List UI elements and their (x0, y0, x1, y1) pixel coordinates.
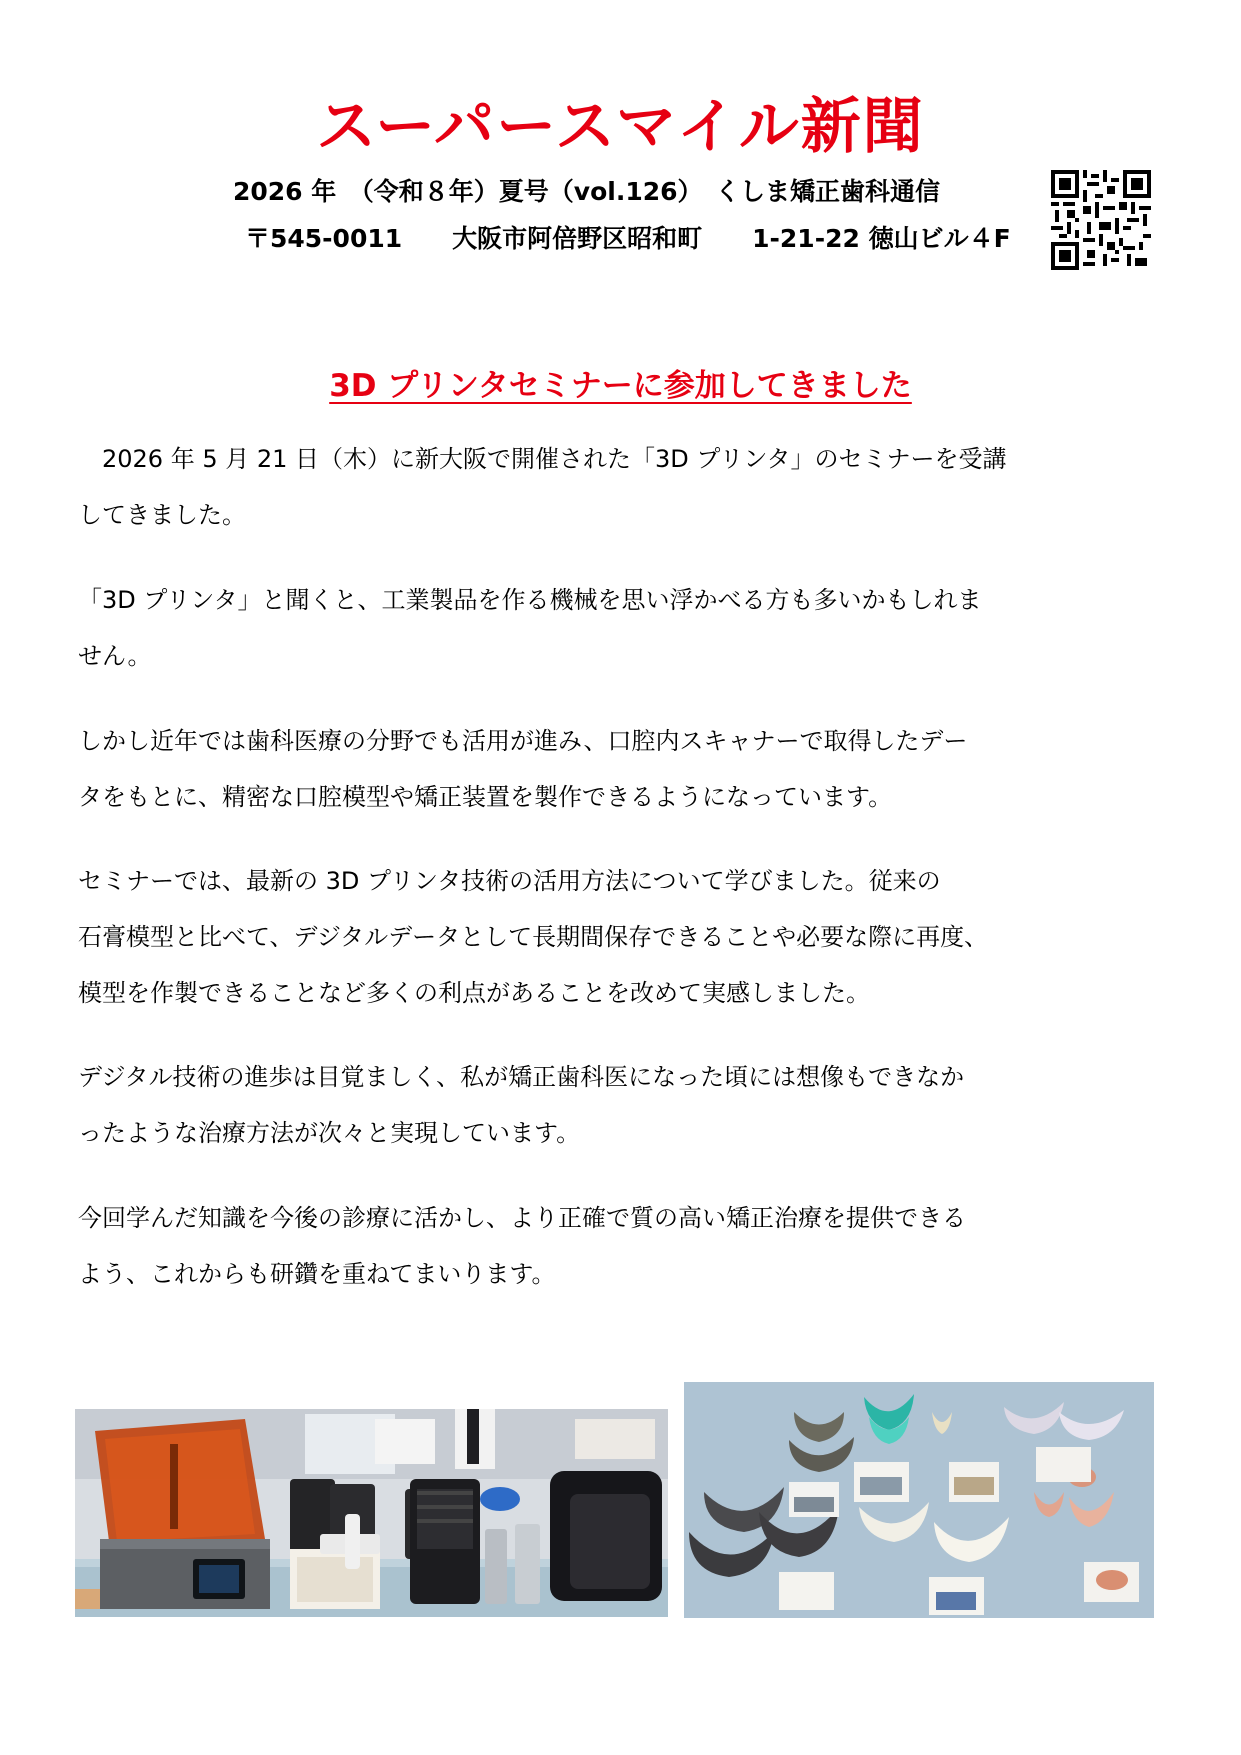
article-headline: 3D プリンタセミナーに参加してきました (329, 368, 912, 404)
paragraph-6: 今回学んだ知識を今後の診療に活かし、より正確で質の高い矯正治療を提供できる よう、これからも研鑽を重ねてまいります。 (78, 1204, 966, 1288)
paragraph-1: 2026 年 5 月 21 日（木）に新大阪で開催された「3D プリンタ」のセミナーを受講 してきました。 (78, 445, 1007, 529)
3d-printer-equipment-photo (75, 1409, 668, 1617)
paragraph-4: セミナーでは、最新の 3D プリンタ技術の活用方法について学びました。従来の 石膏模型と比べて、デジタルデータとして長期間保存できることや必要な際に再度、 模型を作製できることなど多くの利点があることを改めて実感しました。 (78, 867, 989, 1007)
paragraph-2: 「3D プリンタ」と聞くと、工業製品を作る機械を思い浮かべる方も多いかもしれま せん。 (78, 586, 982, 670)
address-line: 〒545-0011 大阪市阿倍野区昭和町 1-21-22 徳山ビル４F (245, 224, 1011, 253)
newsletter-title: スーパースマイル新聞 (316, 92, 925, 162)
dental-models-display-photo (684, 1382, 1154, 1618)
issue-line: 2026 年 （令和８年）夏号（vol.126） くしま矯正歯科通信 (233, 177, 941, 206)
paragraph-5: デジタル技術の進歩は目覚ましく、私が矯正歯科医になった頃には想像もできなか ったような治療方法が次々と実現しています。 (78, 1063, 965, 1147)
qr-code[interactable] (1051, 170, 1151, 270)
paragraph-3: しかし近年では歯科医療の分野でも活用が進み、口腔内スキャナーで取得したデー タをもとに、精密な口腔模型や矯正装置を製作できるようになっています。 (78, 727, 968, 811)
